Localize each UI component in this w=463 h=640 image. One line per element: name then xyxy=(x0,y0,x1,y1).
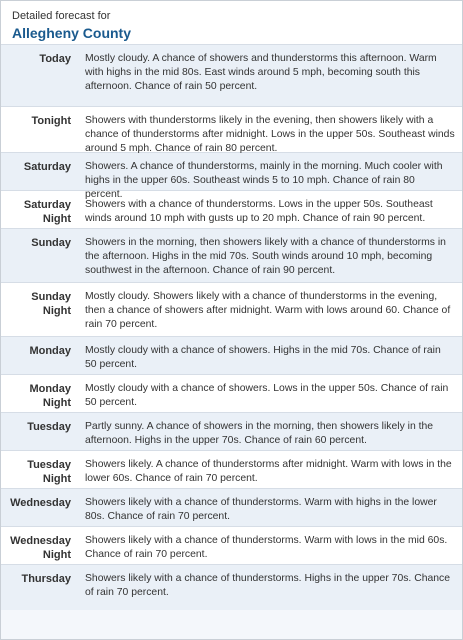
forecast-row xyxy=(1,228,462,282)
forecast-period-label: Wednesday Night xyxy=(10,535,71,561)
forecast-period-text: Mostly cloudy. A chance of showers and thunderstorms this afternoon. Warm with highs in the mid 80s. East winds around 5 mph, becoming south this afternoon. Chance of rain 50 percent. xyxy=(85,53,437,92)
forecast-row xyxy=(1,282,462,336)
forecast-period-label: Saturday xyxy=(23,161,71,173)
forecast-period-text: Mostly cloudy with a chance of showers. Lows in the upper 50s. Chance of rain 50 percent. xyxy=(85,383,449,408)
forecast-row xyxy=(1,336,462,374)
forecast-list xyxy=(1,44,462,610)
forecast-row xyxy=(1,152,462,200)
forecast-row xyxy=(1,412,462,450)
forecast-row xyxy=(1,374,462,412)
forecast-header xyxy=(1,1,462,44)
forecast-subtitle: Detailed forecast for xyxy=(12,10,111,22)
forecast-period-label: Tonight xyxy=(31,115,71,127)
forecast-period-text: Mostly cloudy with a chance of showers. Highs in the mid 70s. Chance of rain 50 percent. xyxy=(85,345,441,370)
forecast-row xyxy=(1,526,462,564)
forecast-period-label: Saturday Night xyxy=(23,199,71,225)
forecast-row xyxy=(1,106,462,152)
forecast-row xyxy=(1,44,462,106)
forecast-row xyxy=(1,450,462,488)
location-title: Allegheny County xyxy=(12,25,132,41)
forecast-period-text: Showers likely with a chance of thunderstorms. Warm with lows in the mid 60s. Chance of rain 70 percent. xyxy=(85,535,448,560)
forecast-row xyxy=(1,564,462,610)
forecast-period-label: Wednesday xyxy=(10,497,71,509)
forecast-period-text: Partly sunny. A chance of showers in the morning, then showers likely in the afternoon. Highs in the upper 70s. Chance of rain 60 percent. xyxy=(85,421,434,446)
forecast-period-text: Showers likely with a chance of thunderstorms. Warm with highs in the lower 80s. Chance of rain 70 percent. xyxy=(85,497,437,522)
forecast-period-text: Showers with thunderstorms likely in the evening, then showers likely with a chance of thunderstorms after midnight. Lows in the upper 50s. Southeast winds around 5 mph. Chance of rain 80 percent. xyxy=(85,115,455,154)
forecast-period-text: Showers. A chance of thunderstorms, mainly in the morning. Much cooler with highs in the upper 60s. Southeast winds 5 to 10 mph. Chance of rain 80 percent. xyxy=(85,161,443,200)
forecast-period-label: Thursday xyxy=(21,573,71,585)
forecast-period-text: Showers likely. A chance of thunderstorms after midnight. Warm with lows in the lower 60s. Chance of rain 70 percent. xyxy=(85,459,452,484)
forecast-period-text: Mostly cloudy. Showers likely with a chance of thunderstorms in the evening, then a chance of showers after midnight. Warm with lows around 60. Chance of rain 70 percent. xyxy=(85,291,451,330)
forecast-period-label: Tuesday Night xyxy=(27,459,71,485)
forecast-period-text: Showers with a chance of thunderstorms. Lows in the upper 50s. Southeast winds around 10 mph with gusts up to 20 mph. Chance of rain 90 percent. xyxy=(85,199,433,224)
forecast-period-text: Showers likely with a chance of thunderstorms. Highs in the upper 70s. Chance of rain 70 percent. xyxy=(85,573,451,598)
forecast-row xyxy=(1,488,462,526)
forecast-period-text: Showers in the morning, then showers likely with a chance of thunderstorms in the afternoon. Highs in the mid 70s. South winds around 10 mph, becoming southwest in the afternoon. Chance of rain 90 percent. xyxy=(85,237,446,276)
forecast-period-label: Tuesday xyxy=(27,421,71,433)
forecast-period-label: Today xyxy=(39,53,71,65)
forecast-period-label: Sunday Night xyxy=(31,291,71,317)
forecast-period-label: Sunday xyxy=(31,237,71,249)
forecast-period-label: Monday Night xyxy=(29,383,71,409)
forecast-period-label: Monday xyxy=(29,345,71,357)
